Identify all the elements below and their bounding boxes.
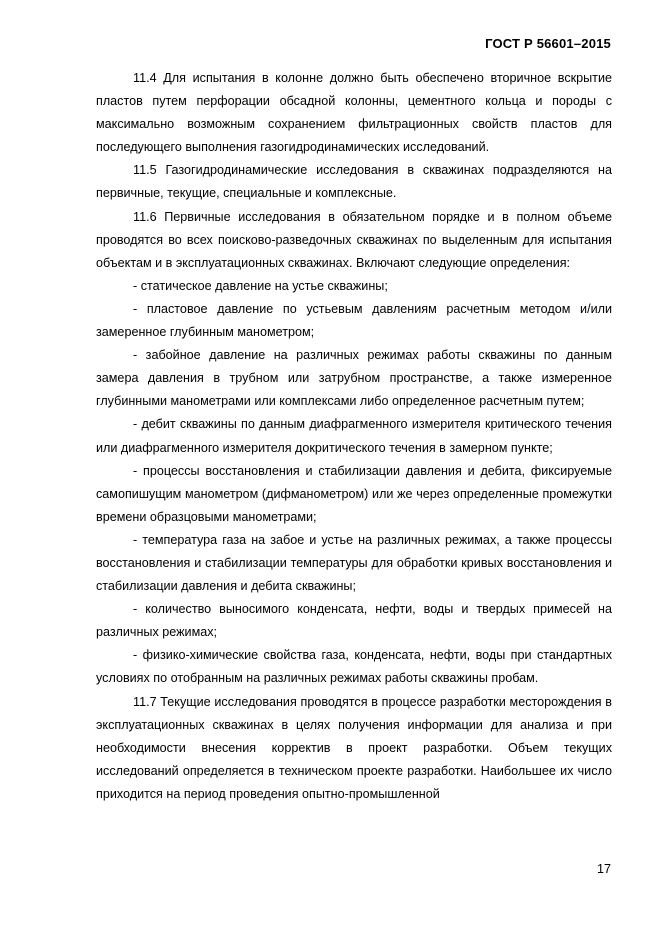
list-item-gas-temperature: - температура газа на забое и устье на различных режимах, а также процессы восстановления и стабилизации температуры для обработки кривых восстановления и стабилизации давления и дебита скважины; [96,532,612,594]
list-item-condensate-amount: - количество выносимого конденсата, нефти, воды и твердых примесей на различных режимах; [96,602,612,640]
list-item-well-flow-rate: - дебит скважины по данным диафрагменного измерителя критического течения или диафрагменного измерителя докритического течения в замерном пункте; [96,417,612,455]
paragraph-11-6: 11.6 Первичные исследования в обязательном порядке и в полном объеме проводятся во всех поисково-разведочных скважинах по выделенным для испытания объектам и в эксплуатационных скважинах. Включают следующие определения: [96,209,612,270]
paragraph-11-7: 11.7 Текущие исследования проводятся в процессе разработки месторождения в эксплуатационных скважинах в целях получения информации для анализа и при необходимости внесения корректив в проект разработки. Объем текущих исследований определяется в техническом проекте разработки. Наибольшее их число приходится на период проведения опытно-промышленной [96,694,612,801]
standard-code-header: ГОСТ Р 56601–2015 [485,36,611,51]
list-item-bottomhole-pressure: - забойное давление на различных режимах работы скважины по данным замера давления в трубном или затрубном пространстве, а также измеренное глубинными манометрами или комплексами либо определенное расчетным путем; [96,348,612,409]
page-number: 17 [596,862,611,876]
list-item-reservoir-pressure: - пластовое давление по устьевым давлениям расчетным методом и/или замеренное глубинным манометром; [96,301,612,340]
document-body [96,67,612,806]
paragraph-11-4: 11.4 Для испытания в колонне должно быть обеспечено вторичное вскрытие пластов путем перфорации обсадной колонны, цементного кольца и породы с максимально возможным сохранением фильтрационных свойств пластов для последующего выполнения газогидродинамических исследований. [96,71,612,155]
list-item-recovery-processes: - процессы восстановления и стабилизации давления и дебита, фиксируемые самопишущим манометром (дифманометром) или же через определенные промежутки времени образцовыми манометрами; [96,463,612,524]
list-item-physicochemical-properties: - физико-химические свойства газа, конденсата, нефти, воды при стандартных условиях по отобранным на различных режимах работы скважины пробам. [96,648,612,686]
paragraph-11-5: 11.5 Газогидродинамические исследования в скважинах подразделяются на первичные, текущие, специальные и комплексные. [96,163,612,201]
list-item-static-pressure: - статическое давление на устье скважины; [133,278,388,293]
